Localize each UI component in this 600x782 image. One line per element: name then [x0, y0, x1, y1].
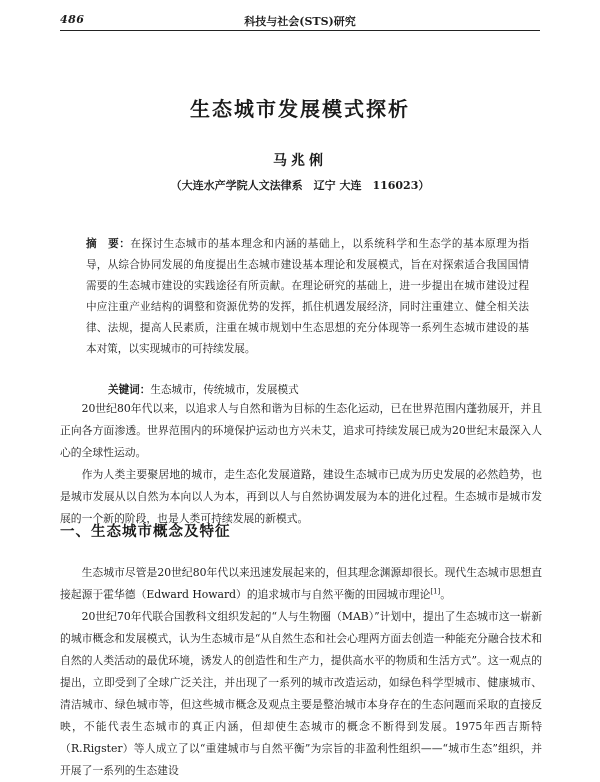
keywords	[108, 380, 528, 400]
section-heading-1: 一、生态城市概念及特征	[60, 524, 231, 540]
author-name: 马兆俐	[273, 153, 327, 169]
abstract-label: 摘 要：	[86, 238, 131, 250]
page-number: 486	[60, 13, 85, 26]
keywords-text: 生态城市，传统城市，发展模式	[150, 384, 299, 396]
abstract-text: 在探讨生态城市的基本理念和内涵的基础上，以系统科学和生态学的基本原理为指导，从综合协同发展的角度提出生态城市建设基本理论和发展模式，旨在对探索适合我国国情需要的生态城市建设的实践途径有所贡献。在理论研究的基础上，进一步提出在城市建设过程中应注重产业结构的调整和资源优势的发挥，抓住机遇发展经济，同时注重建立、健全相关法律、法规，提高人民素质，注重在城市规划中生态思想的充分体现等一系列生态城市建设的基本对策，以实现城市的可持续发展。	[86, 238, 530, 355]
intro-paragraph-1: 20世纪80年代以来，以追求人与自然和谐为目标的生态化运动，已在世界范围内蓬勃展开，并且正向各方面渗透。世界范围内的环境保护运动也方兴未艾，追求可持续发展已成为20世纪末最深入人心的全球性运动。	[60, 402, 542, 459]
section-1-paragraph-1	[60, 562, 542, 606]
intro-paragraph-2: 作为人类主要聚居地的城市，走生态化发展道路，建设生态城市已成为历史发展的必然趋势，也是城市发展从以自然为本向以人为本，再到以人与自然协调发展为本的进化过程。生态城市是城市发展的一个新的阶段，也是人类可持续发展的新模式。	[60, 468, 542, 525]
running-header	[60, 12, 540, 31]
intro-section	[60, 398, 542, 530]
abstract	[86, 234, 529, 360]
author-affiliation: （大连水产学院人文法律系 辽宁 大连 116023）	[170, 179, 430, 192]
citation-ref[interactable]: [1]	[430, 587, 441, 596]
paragraph-end: 。	[440, 588, 452, 601]
article-title: 生态城市发展模式探析	[190, 97, 410, 121]
section-1-body	[60, 562, 542, 782]
paragraph-text: 生态城市尽管是20世纪80年代以来迅速发展起来的，但其理念渊源却很长。现代生态城市思想直接起源于霍华德（Edward Howard）的追求城市与自然平衡的田园城市理论	[60, 566, 542, 601]
keywords-label: 关键词：	[108, 384, 151, 396]
section-1-paragraph-2: 20世纪70年代联合国教科文组织发起的“人与生物圈（MAB）”计划中，提出了生态城市这一崭新的城市概念和发展模式，认为生态城市是“从自然生态和社会心理两方面去创造一种能充分融合技术和自然的人类活动的最优环境，诱发人的创造性和生产力，提供高水平的物质和生活方式”。这一观点的提出，立即受到了全球广泛关注，并出现了一系列的城市改造运动，如绿色科学型城市、健康城市、清洁城市、绿色城市等，但这些城市概念及观点主要是整治城市本身存在的生态问题而采取的直接反映，不能代表生态城市的真正内涵，但却使生态城市的概念不断得到发展。1975年西吉斯特（R.Rigster）等人成立了以“重建城市与自然平衡”为宗旨的非盈利性组织——“城市生态”组织，并开展了一系列的生态建设	[60, 610, 542, 777]
journal-title: 科技与社会(STS)研究	[244, 15, 356, 28]
